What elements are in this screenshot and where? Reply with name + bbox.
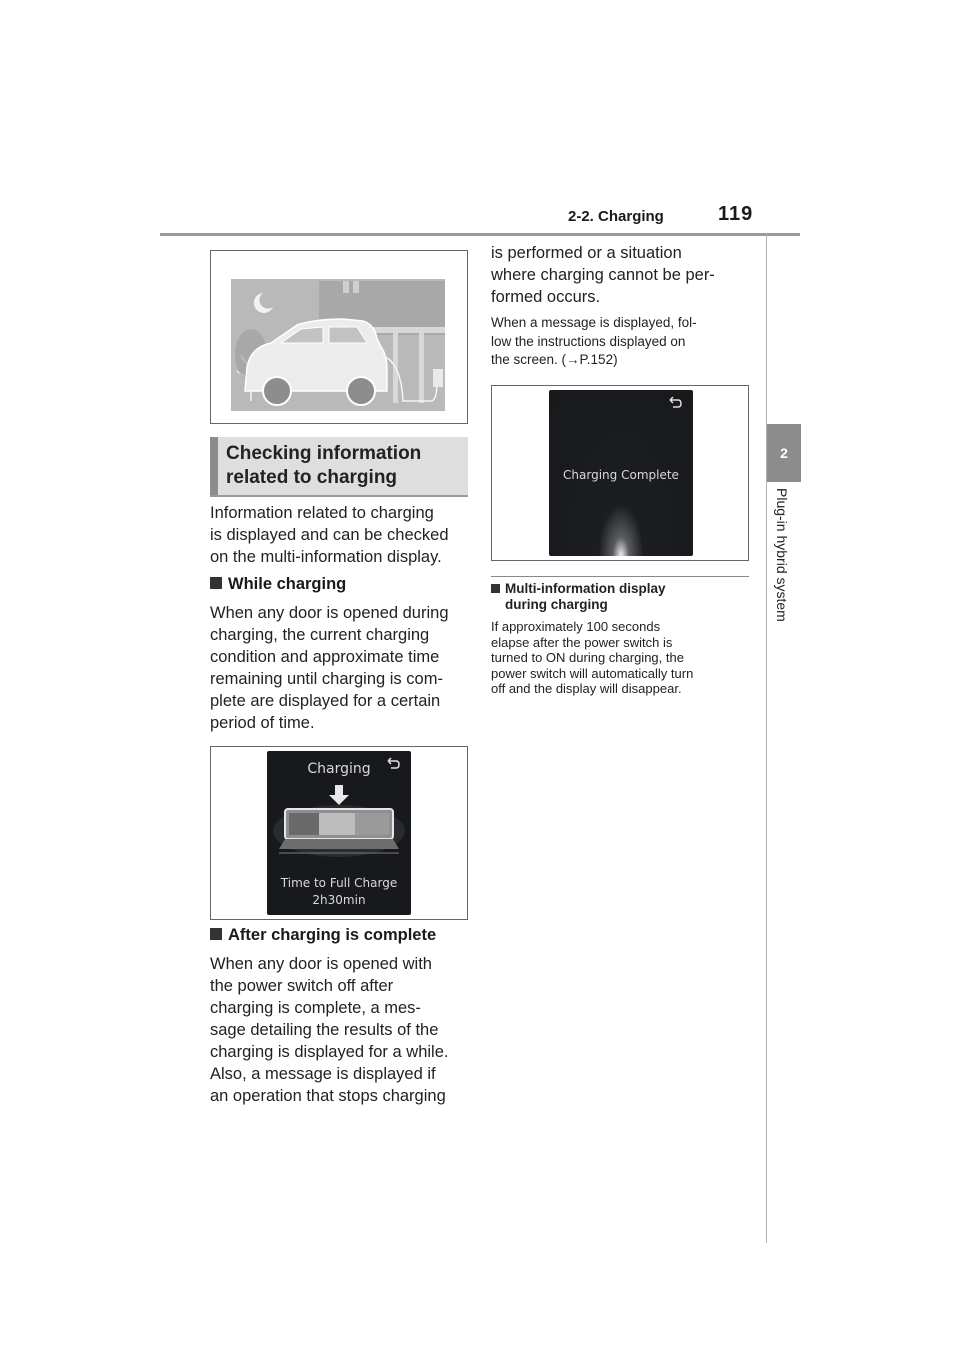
chapter-title-text: Plug-in hybrid system: [774, 488, 790, 622]
section-divider: [491, 576, 749, 577]
heading-line-2: related to charging: [226, 467, 398, 488]
car-charging-drawing: [211, 251, 467, 423]
building-window: [353, 281, 359, 293]
continued-paragraph: [491, 242, 753, 308]
text-line: plete are displayed for a certain: [210, 692, 441, 710]
heading-accent-bar: [210, 437, 218, 495]
text-line: If approximately 100 seconds: [491, 619, 661, 634]
text-line: condition and approximate time: [210, 648, 440, 666]
battery-empty-segment: [355, 813, 389, 835]
multi-info-heading-line-1: [491, 581, 753, 597]
text-line: When any door is opened during: [210, 604, 449, 622]
text-line: period of time.: [210, 714, 315, 732]
text-line: on the multi-information display.: [210, 548, 442, 566]
down-arrow-icon: [329, 785, 349, 805]
text-line: turned to ON during charging, the: [491, 650, 684, 665]
battery-charged-segment: [289, 813, 319, 835]
square-bullet-icon: [491, 584, 500, 593]
rear-wheel: [347, 377, 375, 405]
charging-complete-screen: [549, 390, 693, 556]
heading-line-1: Checking information: [226, 443, 422, 464]
square-bullet-icon: [210, 928, 222, 940]
page-number: 119: [718, 203, 754, 225]
chapter-title: [772, 488, 796, 658]
building-window: [343, 281, 349, 293]
text-line: off and the display will disappear.: [491, 681, 682, 696]
time-to-full-value: 2h30min: [312, 893, 366, 907]
back-arrow-icon: [667, 396, 683, 410]
multi-info-heading: [491, 581, 753, 613]
text-line: sage detailing the results of the: [210, 1021, 439, 1039]
after-charging-paragraph: [210, 953, 466, 1107]
text-line: Information related to charging: [210, 504, 434, 522]
text-line: When a message is displayed, fol-: [491, 315, 697, 330]
message-note: [491, 314, 753, 370]
charging-screen-title: Charging: [307, 761, 371, 777]
square-bullet-icon: [210, 577, 222, 589]
multi-info-heading-line-2: during charging: [505, 597, 608, 612]
charging-station: [433, 369, 443, 387]
back-arrow-icon: [385, 757, 401, 771]
text-line: Also, a message is displayed if: [210, 1065, 436, 1083]
text-line: power switch will automatically turn: [491, 665, 694, 681]
section-label: 2-2. Charging: [568, 208, 664, 225]
car-charging-illustration: [210, 250, 468, 424]
text-line: low the instructions displayed on: [491, 333, 686, 349]
while-charging-paragraph: [210, 602, 466, 734]
charging-screen: [267, 751, 411, 915]
text-line: charging, the current charging: [210, 626, 430, 644]
heading-text: [226, 442, 421, 490]
carport-pillar: [419, 333, 424, 403]
intro-paragraph: [210, 502, 466, 568]
text-line: is displayed and can be checked: [210, 526, 449, 544]
battery-base: [279, 839, 399, 849]
text-line: charging is displayed for a while.: [210, 1043, 449, 1061]
text-line: charging is complete, a mes-: [210, 999, 421, 1017]
text-line: When any door is opened with: [210, 955, 432, 973]
battery-charging-segment: [319, 813, 355, 835]
text-line: an operation that stops charging: [210, 1087, 446, 1105]
text-line: the power switch off after: [210, 977, 394, 995]
text-line: remaining until charging is com-: [210, 670, 443, 688]
battery-graphic: [267, 781, 411, 871]
header-rule: [160, 233, 800, 236]
time-to-full-label: Time to Full Charge: [280, 876, 398, 890]
subhead-text: After charging is complete: [228, 926, 437, 944]
while-charging-heading: [210, 575, 466, 594]
text-line: where charging cannot be per-: [491, 266, 715, 284]
charging-complete-figure: [491, 385, 749, 561]
charging-display-figure: [210, 746, 468, 920]
text-line: formed occurs.: [491, 288, 601, 306]
chapter-tab: 2: [767, 424, 801, 482]
section-heading: [210, 437, 468, 497]
after-charging-heading: [210, 926, 466, 945]
subhead-text: While charging: [228, 575, 347, 593]
multi-info-paragraph: [491, 619, 753, 697]
front-wheel: [263, 377, 291, 405]
sidebar-divider: [766, 233, 767, 1243]
charging-complete-message: Charging Complete: [563, 468, 679, 482]
text-line: elapse after the power switch is: [491, 634, 673, 650]
text-line: is performed or a situation: [491, 244, 682, 262]
subhead-text: Multi-information display: [505, 581, 666, 596]
page-reference-link[interactable]: the screen. (→P.152): [491, 352, 618, 367]
